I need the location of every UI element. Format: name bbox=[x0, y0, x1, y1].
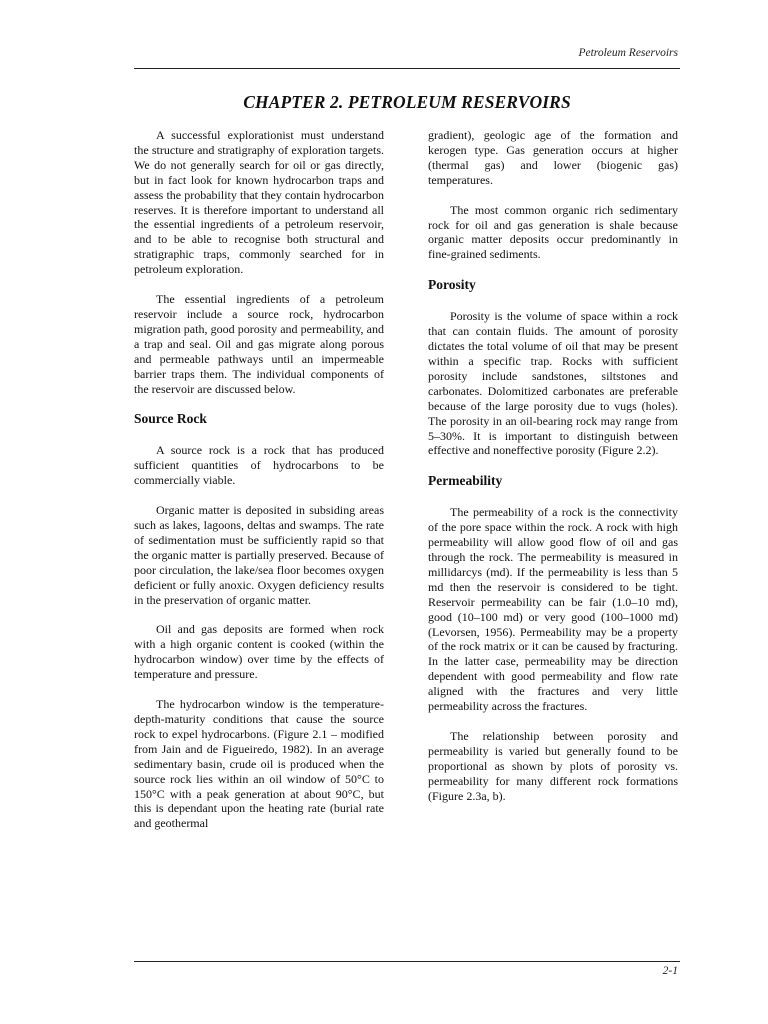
right-column bbox=[428, 128, 678, 819]
page-number: 2-1 bbox=[662, 965, 678, 977]
paragraph: A source rock is a rock that has produced sufficient quantities of hydrocarbons to be commercially viable. bbox=[134, 443, 384, 488]
paragraph: A successful explorationist must understand the structure and stratigraphy of exploration targets. We do not generally search for oil or gas directly, but in fact look for known hydrocarbon traps and assess the probability that they contain hydrocarbon reserves. It is therefore important to understand all the essential ingredients of a petroleum reservoir, and to be able to recognise both structural and stratigraphic traps, commonly searched for in petroleum exploration. bbox=[134, 128, 384, 277]
paragraph: The essential ingredients of a petroleum reservoir include a source rock, hydrocarbon migration path, good porosity and permeability, and a trap and seal. Oil and gas migrate along porous and permeable pathways until an impermeable barrier traps them. The individual components of the reservoir are discussed below. bbox=[134, 292, 384, 396]
running-header: Petroleum Reservoirs bbox=[578, 47, 678, 59]
paragraph: The permeability of a rock is the connectivity of the pore space within the rock. A rock with high permeability will allow good flow of oil and gas through the rock. The permeability is measured in millidarcys (md). If the permeability is less than 5 md then the reservoir is considered to be tight. Reservoir permeability can be fair (1.0–10 md), good (10–100 md) or very good (100–1000 md) (Levorsen, 1956). Permeability may be a property of the rock matrix or it can be caused by fracturing. In the latter case, permeability may be direction dependent with good permeability and flow rate aligned with the fractures and very little permeability across the fractures. bbox=[428, 505, 678, 714]
chapter-title: CHAPTER 2. PETROLEUM RESERVOIRS bbox=[243, 92, 571, 112]
paragraph: Oil and gas deposits are formed when rock with a high organic content is cooked (within the hydrocarbon window) over time by the effects of temperature and pressure. bbox=[134, 622, 384, 682]
paragraph: The relationship between porosity and permeability is varied but generally found to be proportional as shown by plots of porosity vs. permeability for many different rock formations (Figure 2.3a, b). bbox=[428, 729, 678, 803]
section-heading-permeability: Permeability bbox=[428, 473, 503, 489]
paragraph: Organic matter is deposited in subsiding areas such as lakes, lagoons, deltas and swamps. The rate of sedimentation must be sufficiently rapid so that the organic matter is partially preserved. Because of poor circulation, the lake/sea floor becomes oxygen deficient or fully anoxic. Oxygen deficiency results in the preservation of organic matter. bbox=[134, 503, 384, 607]
paragraph: gradient), geologic age of the formation and kerogen type. Gas generation occurs at higher (thermal gas) and lower (biogenic gas) temperatures. bbox=[428, 128, 678, 187]
header-rule bbox=[134, 68, 680, 69]
section-heading-porosity: Porosity bbox=[428, 277, 476, 293]
paragraph: Porosity is the volume of space within a rock that can contain fluids. The amount of porosity dictates the total volume of oil that may be present within a specific trap. Rocks with sufficient porosity include sandstones, siltstones and carbonates. Dolomitized carbonates are preferable because of the large porosity due to vugs (holes). The porosity in an oil-bearing rock may range from 5–30%. It is important to distinguish between effective and noneffective porosity (Figure 2.2). bbox=[428, 309, 678, 458]
section-heading-source-rock: Source Rock bbox=[134, 411, 207, 427]
footer-rule bbox=[134, 961, 680, 962]
paragraph: The most common organic rich sedimentary rock for oil and gas generation is shale because organic matter deposits occur predominantly in fine-grained sediments. bbox=[428, 202, 678, 262]
paragraph: The hydrocarbon window is the temperature-depth-maturity conditions that cause the source rock to expel hydrocarbons. (Figure 2.1 – modified from Jain and de Figueiredo, 1982). In an average sedimentary basin, crude oil is produced when the source rock lies within an oil window of 50°C to 150°C with a peak generation at about 90°C, but this is dependant upon the heating rate (burial rate and geothermal bbox=[134, 697, 384, 831]
left-column bbox=[134, 128, 384, 846]
